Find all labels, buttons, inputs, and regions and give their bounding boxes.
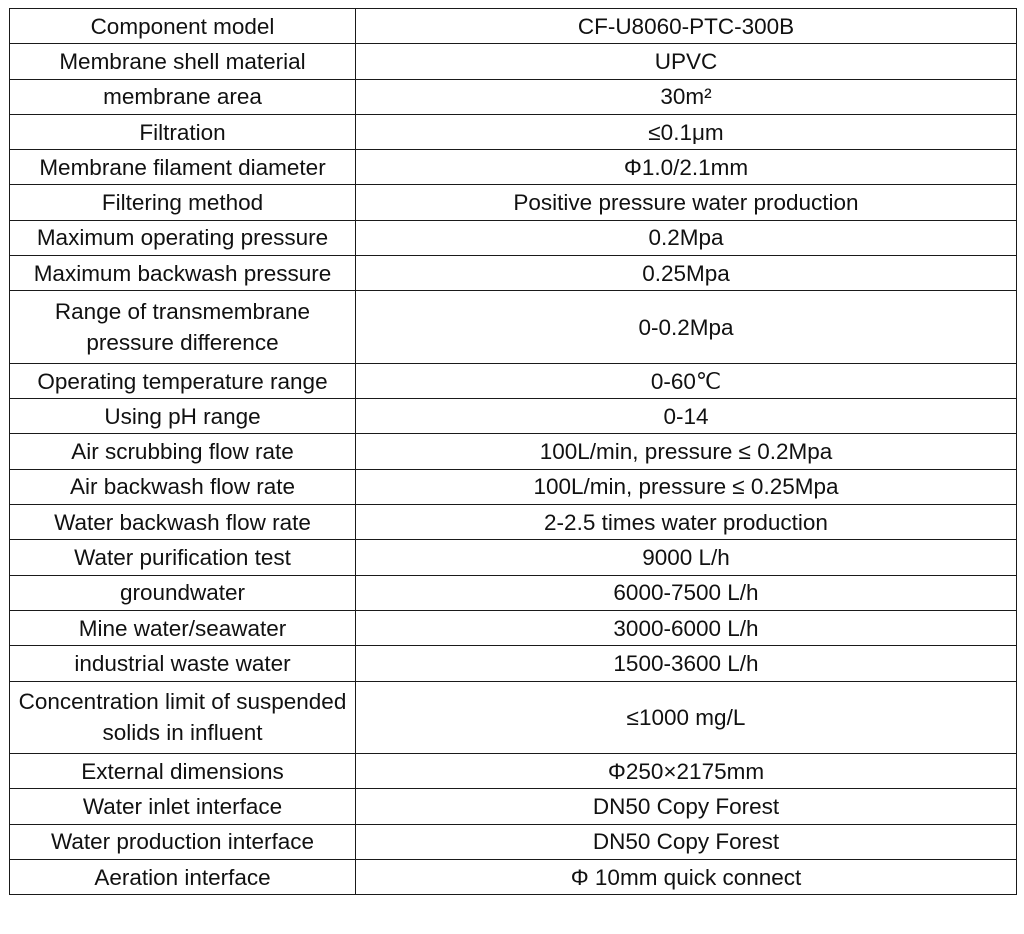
table-row [10, 185, 1017, 220]
spec-label: Operating temperature range [10, 363, 356, 398]
table-row [10, 646, 1017, 681]
spec-value: 9000 L/h [356, 540, 1017, 575]
table-row [10, 79, 1017, 114]
spec-value: UPVC [356, 44, 1017, 79]
spec-value: 0.25Mpa [356, 256, 1017, 291]
table-row [10, 789, 1017, 824]
table-row [10, 114, 1017, 149]
table-row [10, 575, 1017, 610]
table-row [10, 399, 1017, 434]
table-row [10, 434, 1017, 469]
spec-value: Φ 10mm quick connect [356, 859, 1017, 894]
spec-value: 0-14 [356, 399, 1017, 434]
table-row [10, 469, 1017, 504]
spec-value: Positive pressure water production [356, 185, 1017, 220]
spec-label: Concentration limit of suspended solids in influent [10, 681, 356, 754]
spec-label: Air backwash flow rate [10, 469, 356, 504]
spec-value: ≤1000 mg/L [356, 681, 1017, 754]
spec-label: Water inlet interface [10, 789, 356, 824]
table-row [10, 505, 1017, 540]
spec-label: Component model [10, 9, 356, 44]
spec-label: Maximum operating pressure [10, 220, 356, 255]
table-row [10, 44, 1017, 79]
spec-value: 30m² [356, 79, 1017, 114]
table-row [10, 256, 1017, 291]
table-row [10, 610, 1017, 645]
spec-label: Filtration [10, 114, 356, 149]
table-row [10, 291, 1017, 364]
spec-value: DN50 Copy Forest [356, 824, 1017, 859]
spec-value: 6000-7500 L/h [356, 575, 1017, 610]
table-row [10, 754, 1017, 789]
spec-label: Range of transmembrane pressure difference [10, 291, 356, 364]
table-row [10, 681, 1017, 754]
spec-value: 100L/min, pressure ≤ 0.2Mpa [356, 434, 1017, 469]
spec-label: Water backwash flow rate [10, 505, 356, 540]
table-row [10, 9, 1017, 44]
spec-value: Φ250×2175mm [356, 754, 1017, 789]
spec-value: Φ1.0/2.1mm [356, 150, 1017, 185]
spec-value: 2-2.5 times water production [356, 505, 1017, 540]
spec-label: industrial waste water [10, 646, 356, 681]
spec-label: Mine water/seawater [10, 610, 356, 645]
spec-value: 1500-3600 L/h [356, 646, 1017, 681]
table-row [10, 150, 1017, 185]
spec-value: 3000-6000 L/h [356, 610, 1017, 645]
spec-value: 0-60℃ [356, 363, 1017, 398]
spec-label: Using pH range [10, 399, 356, 434]
spec-label: External dimensions [10, 754, 356, 789]
table-row [10, 540, 1017, 575]
spec-label: Maximum backwash pressure [10, 256, 356, 291]
table-row [10, 220, 1017, 255]
spec-label: Water purification test [10, 540, 356, 575]
spec-label: Air scrubbing flow rate [10, 434, 356, 469]
spec-label: Aeration interface [10, 859, 356, 894]
spec-value: 0.2Mpa [356, 220, 1017, 255]
spec-label: Water production interface [10, 824, 356, 859]
spec-value: ≤0.1μm [356, 114, 1017, 149]
spec-label: Filtering method [10, 185, 356, 220]
spec-value: 0-0.2Mpa [356, 291, 1017, 364]
spec-value: CF-U8060-PTC-300B [356, 9, 1017, 44]
spec-label: Membrane filament diameter [10, 150, 356, 185]
table-row [10, 859, 1017, 894]
spec-label: groundwater [10, 575, 356, 610]
spec-value: DN50 Copy Forest [356, 789, 1017, 824]
spec-value: 100L/min, pressure ≤ 0.25Mpa [356, 469, 1017, 504]
spec-label: membrane area [10, 79, 356, 114]
table-row [10, 363, 1017, 398]
spec-table [9, 8, 1017, 895]
table-row [10, 824, 1017, 859]
spec-label: Membrane shell material [10, 44, 356, 79]
